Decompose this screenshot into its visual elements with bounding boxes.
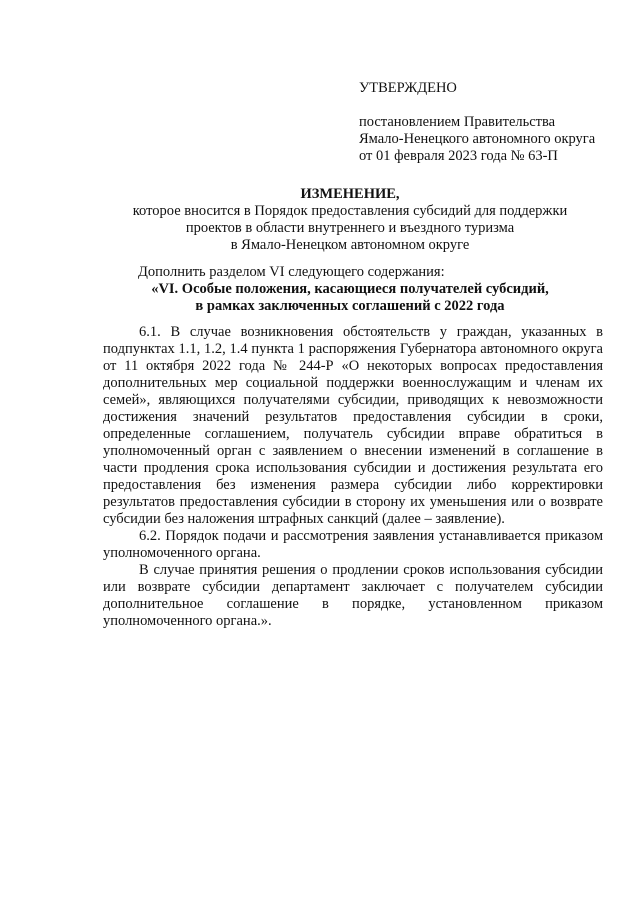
approval-line: постановлением Правительства bbox=[359, 114, 556, 130]
paragraph-decision: В случае принятия решения о продлении сроков использования субсидии или возврате субсидии департамент заключает с получателем субсидии дополнительное соглашение в порядке, установленном приказом уполномоченного органа.». bbox=[103, 562, 603, 629]
title-line: в Ямало-Ненецком автономном округе bbox=[230, 237, 470, 253]
paragraph-6-2: 6.2. Порядок подачи и рассмотрения заявления устанавливается приказом уполномоченного органа. bbox=[103, 528, 603, 561]
body-text bbox=[103, 324, 603, 630]
title-line: проектов в области внутреннего и въездного туризма bbox=[185, 220, 515, 236]
approval-stamp bbox=[359, 80, 619, 165]
paragraph-6-1: 6.1. В случае возникновения обстоятельств у граждан, указанных в подпунктах 1.1, 1.2, 1.4 пункта 1 распоряжения Губернатора автономного округа от 11 октября 2022 года № 244-Р «О некоторых вопросах предоставления дополнительных мер социальной поддержки военнослужащим и членам их семей», являющихся получателями субсидии, приводящих к невозможности достижения значений результатов предоставления субсидии в сроки, определенные соглашением, получатель субсидии вправе обратиться в уполномоченный орган с заявлением о внесении изменений в соглашение в части продления срока использования субсидии и достижения результата его предоставления без изменения размера субсидии либо корректировки результатов предоставления субсидии в сторону их уменьшения или о возврате субсидии без наложения штрафных санкций (далее – заявление). bbox=[103, 324, 603, 527]
approval-line: Ямало-Ненецкого автономного округа bbox=[359, 131, 596, 147]
section-title bbox=[100, 281, 600, 315]
approval-line: от 01 февраля 2023 года № 63-П bbox=[359, 148, 558, 164]
title-line: которое вносится в Порядок предоставления субсидий для поддержки bbox=[132, 203, 568, 219]
approved-label: УТВЕРЖДЕНО bbox=[359, 80, 457, 96]
title-heading: ИЗМЕНЕНИЕ, bbox=[300, 186, 400, 202]
section-title-line: «VI. Особые положения, касающиеся получателей субсидий, bbox=[151, 281, 549, 297]
section-title-line: в рамках заключенных соглашений с 2022 года bbox=[195, 298, 505, 314]
document-title bbox=[100, 186, 600, 254]
intro-text: Дополнить разделом VI следующего содержания: bbox=[138, 264, 445, 280]
